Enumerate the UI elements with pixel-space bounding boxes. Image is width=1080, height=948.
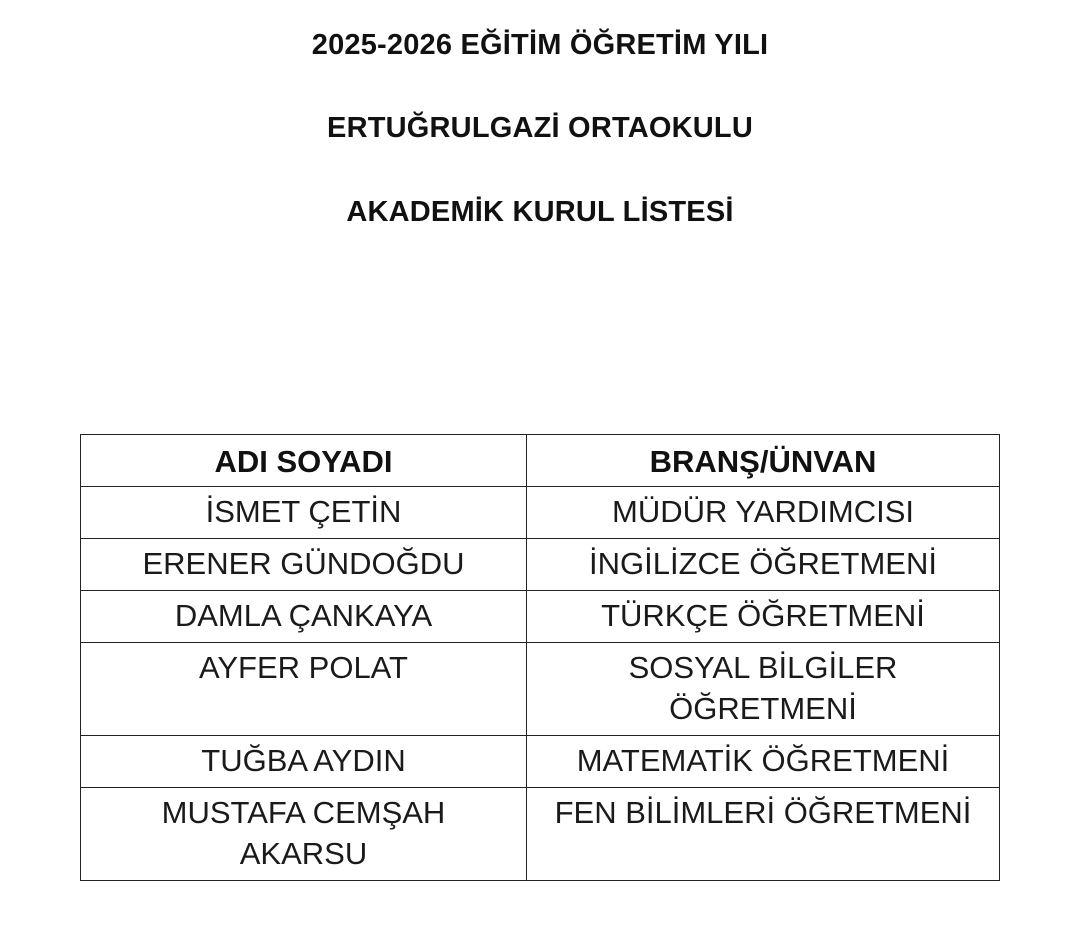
column-header-role: BRANŞ/ÜNVAN [527, 435, 1000, 487]
table-row [81, 643, 1000, 736]
member-role: İNGİLİZCE ÖĞRETMENİ [527, 539, 1000, 591]
member-name: MUSTAFA CEMŞAH AKARSU [81, 788, 527, 881]
member-name: İSMET ÇETİN [81, 487, 527, 539]
document-title-list: AKADEMİK KURUL LİSTESİ [346, 196, 734, 228]
member-name: AYFER POLAT [81, 643, 527, 736]
member-role: FEN BİLİMLERİ ÖĞRETMENİ [527, 788, 1000, 881]
member-role: MATEMATİK ÖĞRETMENİ [527, 736, 1000, 788]
member-name: TUĞBA AYDIN [81, 736, 527, 788]
member-name: ERENER GÜNDOĞDU [81, 539, 527, 591]
table-row [81, 788, 1000, 881]
document-title-school: ERTUĞRULGAZİ ORTAOKULU [327, 112, 753, 144]
member-name: DAMLA ÇANKAYA [81, 591, 527, 643]
member-role: TÜRKÇE ÖĞRETMENİ [527, 591, 1000, 643]
table-row [81, 591, 1000, 643]
table-row [81, 736, 1000, 788]
academic-board-table [80, 434, 1000, 881]
member-role: MÜDÜR YARDIMCISI [527, 487, 1000, 539]
document-title-year: 2025-2026 EĞİTİM ÖĞRETİM YILI [311, 29, 769, 61]
column-header-name: ADI SOYADI [81, 435, 527, 487]
table-header-row [81, 435, 1000, 487]
member-role: SOSYAL BİLGİLER ÖĞRETMENİ [527, 643, 1000, 736]
table-row [81, 539, 1000, 591]
table-row [81, 487, 1000, 539]
